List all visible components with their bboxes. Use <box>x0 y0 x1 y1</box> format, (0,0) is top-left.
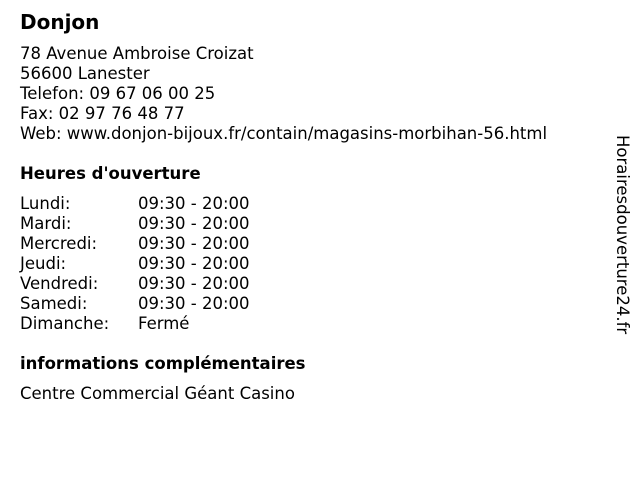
time-range: 09:30 - 20:00 <box>138 234 250 253</box>
time-range: 09:30 - 20:00 <box>138 214 250 233</box>
day-label: Vendredi: <box>20 274 99 293</box>
day-label: Mardi: <box>20 214 72 233</box>
day-label: Jeudi: <box>20 254 67 273</box>
additional-info-text: Centre Commercial Géant Casino <box>20 384 295 403</box>
street-address: 78 Avenue Ambroise Croizat <box>20 44 254 63</box>
city-postal: 56600 Lanester <box>20 64 150 83</box>
address-block <box>20 44 547 144</box>
hours-row-wednesday <box>20 234 320 254</box>
day-label: Samedi: <box>20 294 88 313</box>
hours-row-friday <box>20 274 320 294</box>
time-range: 09:30 - 20:00 <box>138 194 250 213</box>
hours-row-monday <box>20 194 320 214</box>
hours-row-tuesday <box>20 214 320 234</box>
fax-number: Fax: 02 97 76 48 77 <box>20 104 185 123</box>
hours-row-saturday <box>20 294 320 314</box>
time-range: 09:30 - 20:00 <box>138 254 250 273</box>
site-watermark: Horairesdouverture24.fr <box>613 135 632 335</box>
phone-number: Telefon: 09 67 06 00 25 <box>20 84 216 103</box>
business-name: Donjon <box>20 10 100 34</box>
time-range: 09:30 - 20:00 <box>138 294 250 313</box>
day-label: Dimanche: <box>20 314 110 333</box>
time-range: Fermé <box>138 314 190 333</box>
hours-row-thursday <box>20 254 320 274</box>
opening-hours-list <box>20 194 320 334</box>
website-link[interactable]: Web: www.donjon-bijoux.fr/contain/magasins-morbihan-56.html <box>20 124 548 143</box>
day-label: Lundi: <box>20 194 71 213</box>
hours-row-sunday <box>20 314 320 334</box>
additional-info-heading: informations complémentaires <box>20 354 306 373</box>
day-label: Mercredi: <box>20 234 98 253</box>
opening-hours-heading: Heures d'ouverture <box>20 164 201 183</box>
time-range: 09:30 - 20:00 <box>138 274 250 293</box>
